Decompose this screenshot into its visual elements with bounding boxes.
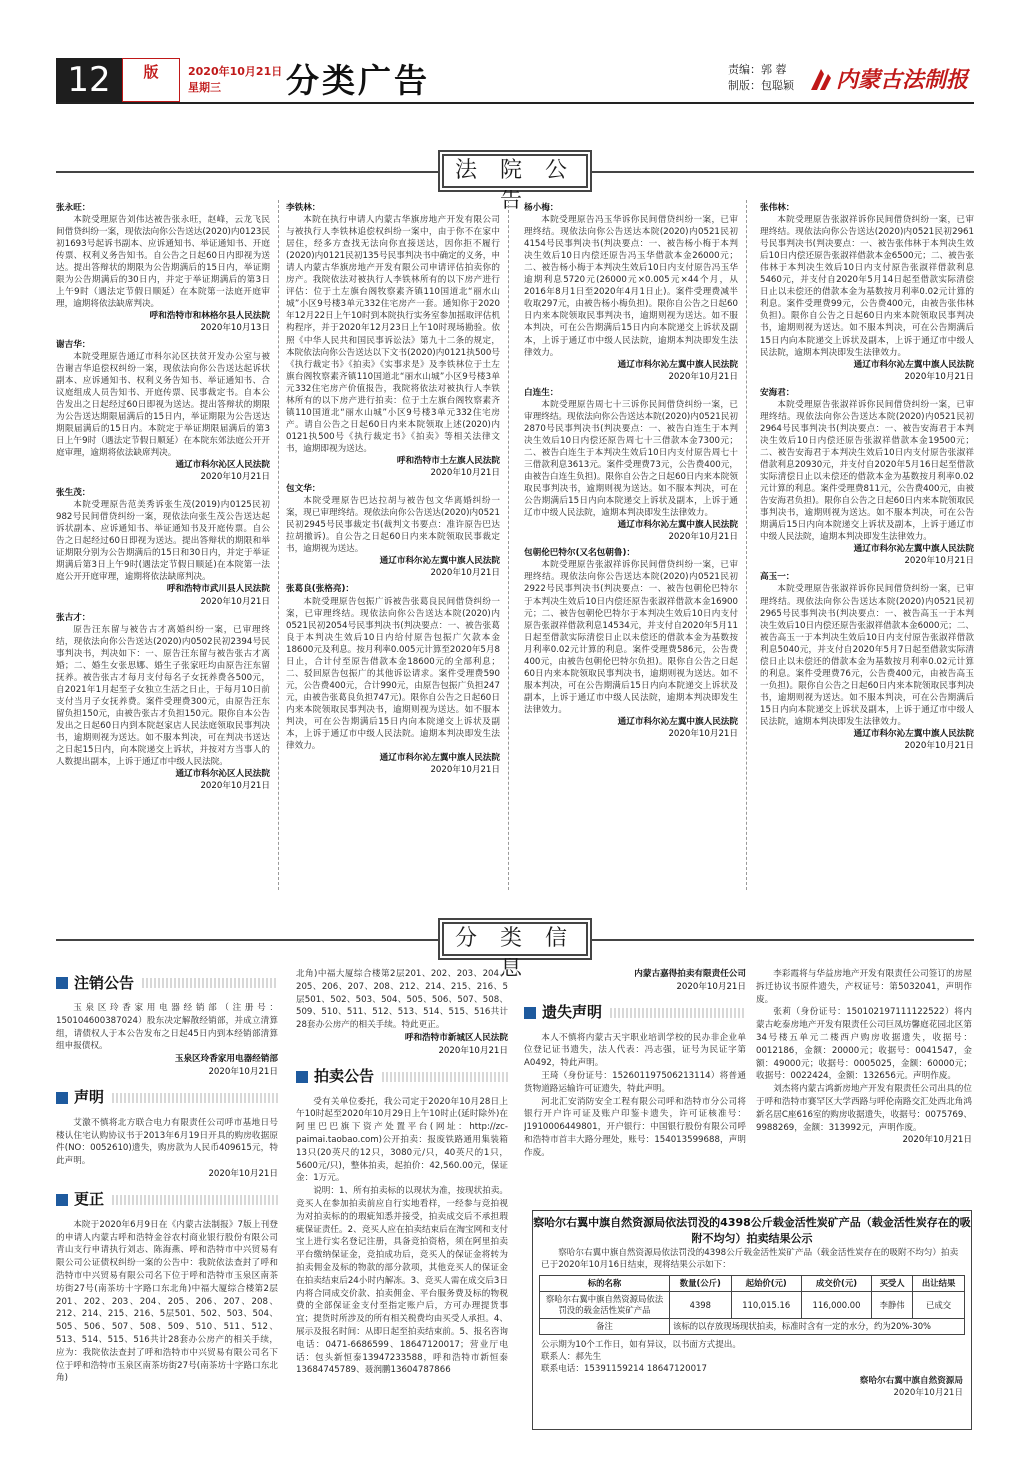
table-cell: 116,000.00: [801, 1292, 871, 1319]
statement-date: 2020年10月21日: [208, 1168, 278, 1179]
court-notice-date: 2020年10月21日: [430, 568, 500, 579]
issue-weekday: 星期三: [188, 81, 221, 94]
cancel-notice-body: 玉泉区玲香家用电器经销部（注册号：150104600387024）股东决定解散经销部，并成立清算组，请债权人于本公告发布之日起45日内到本经销部清算组申报债权。: [56, 1003, 278, 1052]
statement-heading: 声明: [56, 1085, 278, 1111]
auction-date: 2020年10月21日: [676, 981, 746, 992]
classified-column-3: [524, 968, 746, 1206]
auction-result-phone: 联系电话：15391159214 18647120017: [541, 1364, 707, 1374]
editor-info: [728, 62, 794, 94]
auction-result-date: 2020年10月21日: [893, 1388, 963, 1398]
court-notice-body: 本院受理原告周七十三诉你民间借贷纠纷一案，已审理终结。现依法向你公告送达本院(2020)内0521民初2870号民事判决书(判决要点：一、被告白连生于本判决生效后10日内偿还原告周七十三借款本金7300元；二、被告白连生于本判决生效后10日内支付原告周七十三借款利息3613元。案件受理费73元，公告费400元，由被告白连生负担)。限你自公告之日起60日内来本院领取民事判决书，逾期则视为送达。如不服本判决，可在公告期满后15日内向本院递交上诉状及副本，上诉于通辽市中级人民法院，逾期本判决即发生法律效力。: [524, 399, 738, 519]
correction-signer: 呼和浩特市新城区人民法院: [404, 1032, 508, 1043]
court-notice-body: 本院受理原告张淑祥诉你民间借贷纠纷一案，已审理终结。现依法向你公告送达本院(2020)内0521民初2965号民事判决书(判决要点：一、被告高玉一于本判决生效后10日内偿还原告张淑祥借款本金6000元；二、被告高玉一于本判决生效后10日内支付原告张淑祥借款利息5040元，并支付自2020年5月7日起至借款实际清偿日止以未偿还的借款本金为基数按月利率0.02元计算的利息。案件受理费76元，公告费400元，由被告高玉一负担)。限你自公告之日起60日内来本院领取民事判决书，逾期则视为送达。如不服本判决，可在公告期满后15日内向本院递交上诉状及副本，上诉于通辽市中级人民法院，逾期本判决即发生法律效力。: [760, 584, 974, 727]
court-notice-date: 2020年10月13日: [200, 323, 270, 334]
lost-notice-heading: 遗失声明: [524, 1000, 746, 1026]
cancel-notice-signer: 玉泉区玲香家用电器经销部: [174, 1054, 278, 1065]
court-notice-name: 张葛良(张格亮)：: [286, 584, 355, 595]
table-header-cell: 成交价(元): [801, 1276, 871, 1292]
page-number: 12: [56, 58, 122, 102]
court-notice-signer: 呼和浩特市土左旗人民法院: [396, 455, 500, 466]
court-notice-date: 2020年10月21日: [904, 741, 974, 752]
table-cell: 李静伟: [872, 1292, 913, 1319]
lost-notice-date: 2020年10月21日: [902, 1135, 972, 1146]
court-notice-body: 本院在执行申请人内蒙古华旗房地产开发有限公司与被执行人李铁林追偿权纠纷一案中，由于你不在家中居住，经多方查找无法向你直接送达，因你拒不履行(2020)内0121民初135号民事判决书中确定的义务，申请人内蒙古华旗房地产开发有限公司申请评估拍卖你的房产。我院依法对被执行人李铁林所有的以下房产进行评估：位于土左旗台阁牧察素齐镇110国道北“丽水山城”小区9号楼3单元332住宅房产一套。通知你于2020年12月22日上午10时到本院执行实务室参加摇取评估机构程序，并于2020年12月23日上午10时现场勘验。依照《中华人民共和国民事诉讼法》第九十二条的规定，本院依法向你公告送达以下文书(2020)内0121执500号《执行裁定书》《拍卖》《实事求是》及李铁林位于土左旗台阁牧察素齐镇110国道北“丽水山城”小区9号楼3单元332住宅房产价值报告，我院将依法对被执行人李铁林所有的以下房产进行拍卖：位于土左旗台阁牧察素齐镇110国道北“丽水山城”小区9号楼3单元332住宅房产。请自公告之日起60日内来本院领取上述(2020)内0121执500号《执行裁定书》《拍卖》等相关法律文书，逾期即视为送达。: [286, 215, 500, 454]
lost-notice-1: 本人不慎将内蒙古天宇职业培训学校的民办非企业单位登记证书遗失，法人代表：冯志强，证号为民证字第A0492，特此声明。: [524, 1032, 746, 1069]
lost-notice-3: 河北汇安消防安全工程有限公司呼和浩特市分公司将银行开户许可证及账户印鉴卡遗失，许可证核准号：J1910006449801，开户银行：中国银行股份有限公司呼和浩特市首丰大路分理处，账号：154013599688，声明作废。: [524, 1096, 746, 1158]
court-notice-name: 包朝伦巴特尔(又名包朝鲁)：: [524, 548, 635, 559]
auction-result-title: 察哈尔右翼中旗自然资源局依法罚没的4398公斤载金活性炭矿产品（载金活性炭存在的吸附不均匀）拍卖结果公示: [533, 1216, 971, 1245]
table-header-cell: 起始价(元): [731, 1276, 801, 1292]
square-icon: [56, 977, 68, 989]
court-notice-body: 本院受理原告巴达拉胡与被告包文华离婚纠纷一案，现已审理终结。现依法向你公告送达(2020)内0521民初2945号民事裁定书(裁判文书要点：准许原告巴达拉胡撤诉)。自公告之日起60日内来本院领取民事裁定书，逾期视为送达。: [286, 496, 500, 555]
court-notice-body: 本院受理原告刘伟达被告张永旺，赵峰，云龙飞民间借贷纠纷一案，现依法向你公告送达(2020)内0123民初1693号起诉书副本、应诉通知书、举证通知书、开庭传票、权利义务告知书。自公告之日起60日内即视为送达。提出答辩状的期限为公告期满后的15日内，举证期限为公告期满后的30日内，并定于举证期满后的第3日上午9时（遇法定节假日顺延）在本院第一法庭开庭审理，逾期将依法缺席判决。: [56, 215, 270, 310]
court-notice-date: 2020年10月21日: [904, 556, 974, 567]
table-header-cell: 数量(公斤): [670, 1276, 732, 1292]
auction-result-table: [539, 1275, 965, 1335]
court-notice-body: 本院受理原告冯玉华诉你民间借贷纠纷一案，已审理终结。现依法向你公告送达本院(2020)内0521民初4154号民事判决书(判决要点：一、被告杨小梅于本判决生效后10日内偿还原告冯玉华借款本金26000元；二、被告杨小梅于本判决生效后10日内支付原告冯玉华逾期利息5720元(26000元×0.005元×44个月，从2016年8月1日至2020年4月1日止)。案件受理费减半收取297元，由被告杨小梅负担)。限你自公告之日起60日内来本院领取民事判决书，逾期则视为送达。如不服本判决，可在公告期满后15日内向本院递交上诉状及副本，上诉于通辽市中级人民法院，逾期本判决即发生法律效力。: [524, 215, 738, 358]
court-notice-date: 2020年10月21日: [200, 472, 270, 483]
table-cell: 该标的以存放现场现状拍卖，标准时含有一定的水分，约为20%-30%: [670, 1319, 965, 1335]
table-cell: 4398: [670, 1292, 732, 1319]
editor: 责编：郭 蓉: [728, 63, 787, 76]
court-notice-signer: 通辽市科尔沁左翼中旗人民法院: [617, 520, 738, 531]
classified-column-2: [296, 968, 508, 1438]
lost-notice-4: 李彩霞将与华益房地产开发有限责任公司签订的房屋拆迁协议书原件遗失，产权证号：第5032041，声明作废。: [756, 969, 972, 1005]
lost-notice-2: 王琦（身份证号：152601197506213114）将普通货物道路运输许可证遗失，特此声明。: [524, 1070, 746, 1094]
court-notice-name: 张古才：: [56, 612, 91, 623]
lost-notice-6: 刘杰将内蒙古鸿新房地产开发有限责任公司出具的位于呼和浩特市赛罕区大学西路与呼伦南路交汇处西北角鸿新名居C座616室的购房收据遗失，收据号：0075769、9988269，金额：313992元，声明作废。: [756, 1084, 972, 1133]
correction-body-cont: 北角)中福大厦综合楼第2层201、202、203、204、205、206、207、208、212、214、215、216、5层501、502、503、504、505、506、507、508、509、510、511、512、513、514、515、516共计28套办公房产的相关手续。特此更正。: [296, 969, 508, 1031]
court-notice-body: 本院受理原告张淑祥诉你民间借贷纠纷一案，已审理终结。现依法向你公告送达本院(2020)内0521民初2922号民事判决书(判决要点：一、被告包朝伦巴特尔于本判决生效后10日内偿还原告张淑祥借款本金16900元；二、被告包朝伦巴特尔于本判决生效后10日内支付原告张淑祥借款利息14534元，并支付自2020年5月11日起至借款实际清偿日止以未偿还的借款本金为基数按月利率0.02元计算的利息。案件受理费586元，公告费400元，由被告包朝伦巴特尔负担)。限你自公告之日起60日内来本院领取民事判决书，逾期则视为送达。如不服本判决，可在公告期满后15日内向本院递交上诉状及副本，上诉于通辽市中级人民法院，逾期本判决即发生法律效力。: [524, 560, 738, 715]
court-notice-body: 本院受理原告包振广诉被告张葛良民间借贷纠纷一案，已审理终结。现依法向你公告送达本院(2020)内0521民初2054号民事判决书(判决要点：一、被告张葛良于本判决生效后10日内给付原告包振广欠款本金18600元及利息。按月利率0.005元计算至2020年5月8日止，合计付至原告借款本金18600元的全部利息；二、驳回原告包振广的其他诉讼请求。案件受理费590元，公告费400元，合计990元，由原告包振广负担247元，由被告张葛良负担747元)。限你自公告之日起60日内来本院领取民事判决书，逾期则视为送达。如不服本判决，可在公告期满后15日内向本院递交上诉状及副本，上诉于通辽市中级人民法院。逾期本判决即发生法律效力。: [286, 596, 500, 752]
auction-note: 说明：1、所有拍卖标的以现状为准，按现状拍卖。竞买人在参加拍卖前应自行实地看样，一经参与竞拍视为对拍卖标的的瑕疵知悉并接受，拍卖成交后不承担瑕疵保证责任。2、竞买人应在拍卖结束后在淘宝网和支付宝上进行实名登记注册，具备竞拍资格，须在阿里拍卖平台缴纳保证金，竞拍成功后，竞买人的保证金将转为拍卖佣金及标的物款的部分款项，其他竞买人的保证金在拍卖结束后24小时内解冻。3、竞买人需在成交后3日内将合同成交价款、拍卖佣金、平台服务费及标的物税费的全部保证金支付至指定账户后，方可办理提货事宜；提货时所涉及的所有相关税费均由买受人承担。4、展示及报名时间：从即日起至拍卖结束前。5、报名咨询电话：0471-6686599、18647120017；营业厅电话：包头新恒泰13947233588，呼和浩特市新恒泰13684745789、聂润鹏13604787866: [296, 1186, 508, 1376]
issue-date: [188, 64, 282, 96]
table-cell: 110,015.16: [731, 1292, 801, 1319]
court-notice-body: 本院受理原告张淑祥诉你民间借贷纠纷一案，已审理终结。现依法向你公告送达(2020)内0521民初2961号民事判决书(判决要点：一、被告张伟林于本判决生效后10日内偿还原告张淑祥借款本金6500元；二、被告张伟林于本判决生效后10日内支付原告张淑祥借款利息5460元，并支付自2020年5月14日起至借款实际清偿日止以未偿还的借款本金为基数按月利率0.02元计算的利息。案件受理费99元，公告费400元，由被告张伟林负担)。限你自公告之日起60日内来本院领取民事判决书，逾期则视为送达。如不服本判决，可在公告期满后15日内向本院递交上诉状及副本，上诉于通辽市中级人民法院，逾期本判决即发生法律效力。: [760, 215, 974, 358]
auction-result-intro: 察哈尔右翼中旗自然资源局依法罚没的4398公斤载金活性炭矿产品（载金活性炭存在的吸附不均匀）拍卖已于2020年10月16日结束，现将结果公示如下：: [541, 1248, 959, 1270]
column-divider: [278, 200, 279, 890]
statement-body: 艾激不慎将北方联合电力有限责任公司呼市基地日号楼认住宅认购协议书于2013年6月19日开具的购房收据原件(NO：0052610)遗失，购房款为人民币409615元，特此声明。: [56, 1117, 278, 1167]
court-column-4: [760, 200, 974, 756]
court-column-2: [286, 200, 500, 780]
table-row: [540, 1292, 965, 1319]
court-notice-name: 包文华：: [286, 484, 321, 495]
court-notice-signer: 通辽市科尔沁左翼中旗人民法院: [617, 359, 738, 370]
court-notice-signer: 通辽市科尔沁左翼中旗人民法院: [617, 716, 738, 727]
court-notice-signer: 通辽市科尔沁左翼中旗人民法院: [853, 544, 974, 555]
page-ban-label: 版: [122, 58, 180, 102]
court-notice-signer: 通辽市科尔沁左翼中旗人民法院: [379, 753, 500, 764]
table-cell: 已成交: [913, 1292, 965, 1319]
table-header-cell: 买受人: [872, 1276, 913, 1292]
court-notice-date: 2020年10月21日: [904, 371, 974, 382]
court-notice-date: 2020年10月21日: [668, 371, 738, 382]
court-notice-signer: 通辽市科尔沁区人民法院: [175, 459, 270, 470]
court-notice-body: 原告汪东留与被告古才离婚纠纷一案，已审理终结，现依法向你公告送达(2020)内0502民初2394号民事判决书，判决如下：一、原告汪东留与被告张古才离婚；二、婚生女张思娜、婚生子张家旺均由原告汪东留抚养。被告张古才每月支付每名子女抚养费各500元，自2021年1月起至子女独立生活之日止，于每月10日前支付当月子女抚养费。案件受理费300元，由原告汪东留负担150元，由被告张古才负担150元。限你自本公告发出之日起60日内到本院赵家店人民法庭领取民事判决书，逾期则视为送达。如不服本判决，可在判决书送达之日起15日内，向本院递交上诉状，并按对方当事人的人数提出副本，上诉于通辽市中级人民法院。: [56, 624, 270, 768]
column-divider: [508, 200, 509, 890]
newspaper-logo: [808, 60, 974, 100]
court-notice-name: 张伟林：: [760, 203, 795, 213]
table-cell: 备注: [540, 1319, 670, 1335]
court-notice-signer: 通辽市科尔沁左翼中旗人民法院: [853, 729, 974, 740]
cancel-notice-heading: 注销公告: [56, 970, 278, 996]
court-notice-date: 2020年10月21日: [668, 532, 738, 543]
classified-info-title: 分 类 信 息: [442, 922, 588, 956]
court-notice-title: 法 院 公 告: [442, 154, 588, 188]
court-notice-signer: 呼和浩特市和林格尔县人民法院: [149, 311, 270, 322]
court-notice-body: 本院受理原告通辽市科尔沁区扶贫开发办公室与被告谢吉华追偿权纠纷一案，现依法向你公告送达起诉状副本、应诉通知书、权利义务告知书、举证通知书、合议庭组成人员告知书、开庭传票、民事裁定书。自本公告发出之日起经过60日即视为送达。提出答辩状的期限为公告送达期限届满后的15日内，举证期限为公告送达期限届满后的15日内。本院定于举证期限届满后的第3日上午9时（遇法定节假日顺延）在本院东郊法庭公开开庭审理，逾期将依法缺席判决。: [56, 351, 270, 458]
court-notice-name: 张生茂：: [56, 488, 91, 499]
court-column-1: [56, 200, 270, 796]
court-notice-signer: 通辽市科尔沁左翼中旗人民法院: [853, 359, 974, 370]
court-notice-signer: 呼和浩特市武川县人民法院: [166, 584, 270, 595]
court-notice-name: 高玉一：: [760, 572, 795, 583]
issue-date-text: 2020年10月21日: [188, 65, 283, 78]
court-notice-name: 李铁林：: [286, 203, 321, 213]
auction-signer: 内蒙古嘉得拍卖有限责任公司: [634, 969, 746, 979]
court-column-3: [524, 200, 738, 744]
table-header-cell: 出让结果: [913, 1276, 965, 1292]
page-header: [56, 58, 974, 104]
logo-mark-icon: [808, 66, 834, 94]
table-header-cell: 标的名称: [540, 1276, 670, 1292]
square-icon: [56, 1194, 68, 1206]
auction-body: 受有关单位委托，我公司定于2020年10月28日上午10时起至2020年10月29日上午10时止(延时除外)在阿里巴巴旗下资产处置平台(网址：http://zc-paimai.taobao.com)公开拍卖：报废铁路通用集装箱13只(20英尺的12只，3080元/只，40英尺的1只，5600元/只)，整体拍卖，起拍价：42,560.00元，保证金：1万元。: [296, 1096, 508, 1184]
auction-result-contact: 联系人：郝先生: [541, 1352, 602, 1362]
court-notice-name: 安海君：: [760, 387, 795, 398]
court-notice-date: 2020年10月21日: [668, 729, 738, 740]
classified-column-4: [756, 968, 972, 1206]
court-notice-signer: 通辽市科尔沁左翼中旗人民法院: [379, 556, 500, 567]
section-title: 分类广告: [286, 61, 430, 100]
court-notice-date: 2020年10月21日: [200, 596, 270, 607]
court-notice-body: 本院受理原告张淑祥诉你民间借贷纠纷一案，已审理终结。现依法向你公告送达本院(2020)内0521民初2964号民事判决书(判决要点：一、被告安海君于本判决生效后10日内偿还原告张淑祥借款本金19500元；二、被告安海君于本判决生效后10日内支付原告张淑祥借款利息20930元，并支付自2020年5月16日起至借款实际清偿日止以未偿还的借款本金为基数按月利率0.02元计算的利息。案件受理费811元，公告费400元，由被告安海君负担)。限你自公告之日起60日内来本院领取民事判决书，逾期则视为送达。如不服本判决，可在公告期满后15日内向本院递交上诉状及副本，上诉于通辽市中级人民法院，逾期本判决即发生法律效力。: [760, 399, 974, 543]
auction-heading: 拍卖公告: [296, 1064, 508, 1090]
cancel-notice-date: 2020年10月21日: [208, 1066, 278, 1077]
court-notice-date: 2020年10月21日: [200, 781, 270, 792]
auction-result-box: [532, 1210, 972, 1430]
correction-body: 本院于2020年6月9日在《内蒙古法制报》7版上刊登的申请人内蒙古呼和浩特金谷农村商业银行股份有限公司青山支行申请执行刘志、陈海燕、呼和浩特市中兴贸易有限公司公证债权纠纷一案的公告中：我院依法查封了呼和浩特市中兴贸易有限公司名下位于呼和浩特市玉泉区南茶坊街27号(南茶坊十字路口东北角)中福大厦综合楼第2层201、202、203、204、205、206、207、208、212、214、215、216、5层501、502、503、504、505、506、507、508、509、510、511、512、513、514、515、516共计28套办公房产的相关手续，应为：我院依法查封了呼和浩特市中兴贸易有限公司名下位于呼和浩特市玉泉区南茶坊街27号(南茶坊十字路口东北角): [56, 1219, 278, 1384]
court-notice-date: 2020年10月21日: [430, 765, 500, 776]
table-cell: 察哈尔右翼中旗自然资源局依法罚没的载金活性炭矿产品: [540, 1292, 670, 1319]
court-notice-signer: 通辽市科尔沁区人民法院: [175, 769, 270, 780]
court-notice-body: 本院受理原告范美秀诉张生茂(2019)内0125民初982号民间借贷纠纷一案，现依法向张生茂公告送达起诉状副本、应诉通知书、举证通知书及开庭传票。自公告之日起经过60日即视为送达。提出答辩状的期限和举证期限分别为公告期满后的15日和30日内，并定于举证期满后第3日上午9时(遇法定节假日顺延)在本院第一法庭公开开庭审理，逾期将依法缺席判决。: [56, 500, 270, 583]
square-icon: [56, 1092, 68, 1104]
producer: 制版：包聪颖: [728, 79, 794, 92]
court-notice-name: 白连生：: [524, 387, 559, 398]
table-header-row: [540, 1276, 965, 1292]
column-divider: [746, 200, 747, 890]
lost-notice-5: 张莉（身份证号：150102197111122522）将内蒙古屹泰房地产开发有限责任公司巨凤坊馨庭花园北区第34号楼五单元二楼西户购房收据遗失，收据号：0012186，金额：20000元；收据号：0041547，金额：49000元；收据号：0005025，金额：60000元；收据号：0022424，金额：132656元。声明作废。: [756, 1007, 972, 1082]
logo-text: 内蒙古法制报: [836, 67, 969, 93]
court-notice-date: 2020年10月21日: [430, 468, 500, 479]
court-notice-name: 张永旺：: [56, 203, 91, 213]
auction-result-signer: 察哈尔右翼中旗自然资源局: [859, 1376, 963, 1386]
square-icon: [524, 1007, 536, 1019]
correction-date: 2020年10月21日: [438, 1045, 508, 1056]
classified-column-1: [56, 964, 278, 1434]
court-notice-name: 杨小梅：: [524, 203, 559, 213]
correction-heading: 更正: [56, 1187, 278, 1213]
table-note-row: [540, 1319, 965, 1335]
square-icon: [296, 1071, 308, 1083]
court-notice-name: 谢吉华：: [56, 339, 91, 350]
auction-result-footer: 公示期为10个工作日，如有异议，以书面方式提出。: [541, 1340, 741, 1350]
